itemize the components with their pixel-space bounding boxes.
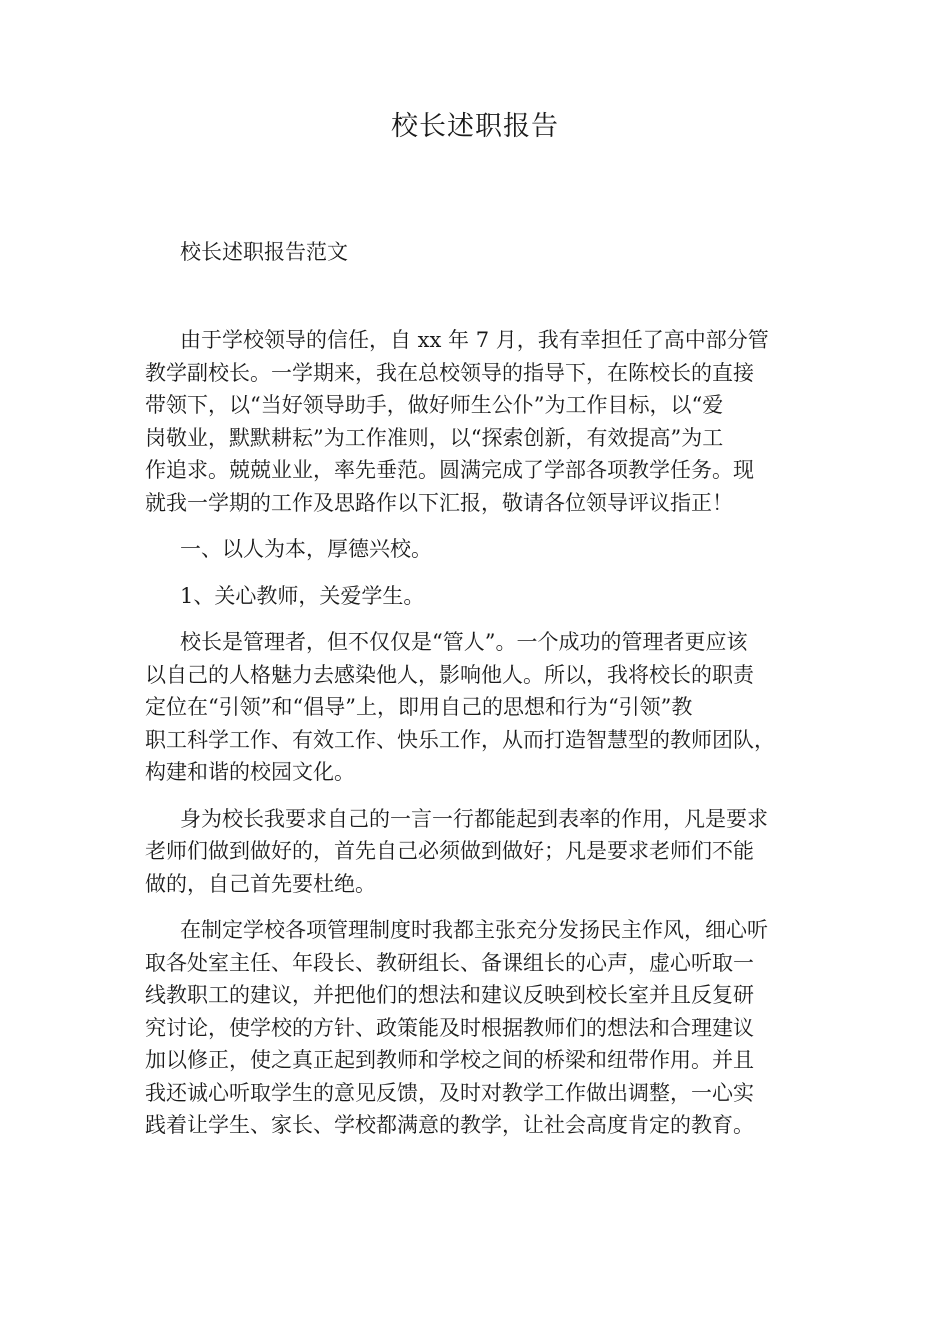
paragraph-line: 定位在“引领”和“倡导”上，即用自己的思想和行为“引领”教 xyxy=(145,695,693,719)
paragraph-line: 构建和谐的校园文化。 xyxy=(145,760,355,784)
body-paragraph xyxy=(145,803,820,901)
paragraph-line: 身为校长我要求自己的一言一行都能起到表率的作用，凡是要求 xyxy=(180,806,768,831)
paragraph-line: 我还诚心听取学生的意见反馈，及时对教学工作做出调整，一心实 xyxy=(145,1080,754,1105)
document-body xyxy=(145,324,820,1156)
paragraph-line: 岗敬业，默默耕耘”为工作准则，以“探索创新，有效提高”为工 xyxy=(145,425,724,450)
paragraph-line: 究讨论，使学校的方针、政策能及时根据教师们的想法和合理建议 xyxy=(145,1015,754,1040)
paragraph-line: 教学副校长。一学期来，我在总校领导的指导下，在陈校长的直接 xyxy=(145,360,754,385)
section-heading: 1、关心教师，关爱学生。 xyxy=(180,583,425,608)
paragraph-line: 以自己的人格魅力去感染他人，影响他人。所以，我将校长的职责 xyxy=(145,662,754,687)
body-paragraph xyxy=(145,324,820,519)
paragraph-line: 取各处室主任、年段长、教研组长、备课组长的心声，虚心听取一 xyxy=(145,950,754,975)
paragraph-line: 践着让学生、家长、学校都满意的教学，让社会高度肯定的教育。 xyxy=(145,1113,754,1137)
paragraph-line: 校长是管理者，但不仅仅是“管人”。一个成功的管理者更应该 xyxy=(180,630,748,654)
body-paragraph xyxy=(145,626,820,789)
paragraph-line: 职工科学工作、有效工作、快乐工作，从而打造智慧型的教师团队， xyxy=(145,727,775,752)
paragraph-line: 作追求。兢兢业业，率先垂范。圆满完成了学部各项教学任务。现 xyxy=(145,458,754,482)
document-subtitle: 校长述职报告范文 xyxy=(180,240,348,264)
paragraph-line: 由于学校领导的信任，自 xx 年 7 月，我有幸担任了高中部分管 xyxy=(180,328,769,352)
paragraph-line: 线教职工的建议，并把他们的想法和建议反映到校长室并且反复研 xyxy=(145,983,754,1007)
paragraph-line: 带领下，以“当好领导助手，做好师生公仆”为工作目标，以“爱 xyxy=(145,393,724,417)
section-heading: 一、以人为本，厚德兴校。 xyxy=(180,537,432,561)
paragraph-line: 做的，自己首先要杜绝。 xyxy=(145,871,376,896)
paragraph-line: 加以修正，使之真正起到教师和学校之间的桥梁和纽带作用。并且 xyxy=(145,1048,754,1072)
document-title: 校长述职报告 xyxy=(391,111,559,142)
paragraph-line: 老师们做到做好的，首先自己必须做到做好；凡是要求老师们不能 xyxy=(145,839,754,863)
paragraph-line: 就我一学期的工作及思路作以下汇报，敬请各位领导评议指正！ xyxy=(145,490,733,515)
body-paragraph xyxy=(145,914,820,1142)
paragraph-line: 在制定学校各项管理制度时我都主张充分发扬民主作风，细心听 xyxy=(180,918,768,942)
